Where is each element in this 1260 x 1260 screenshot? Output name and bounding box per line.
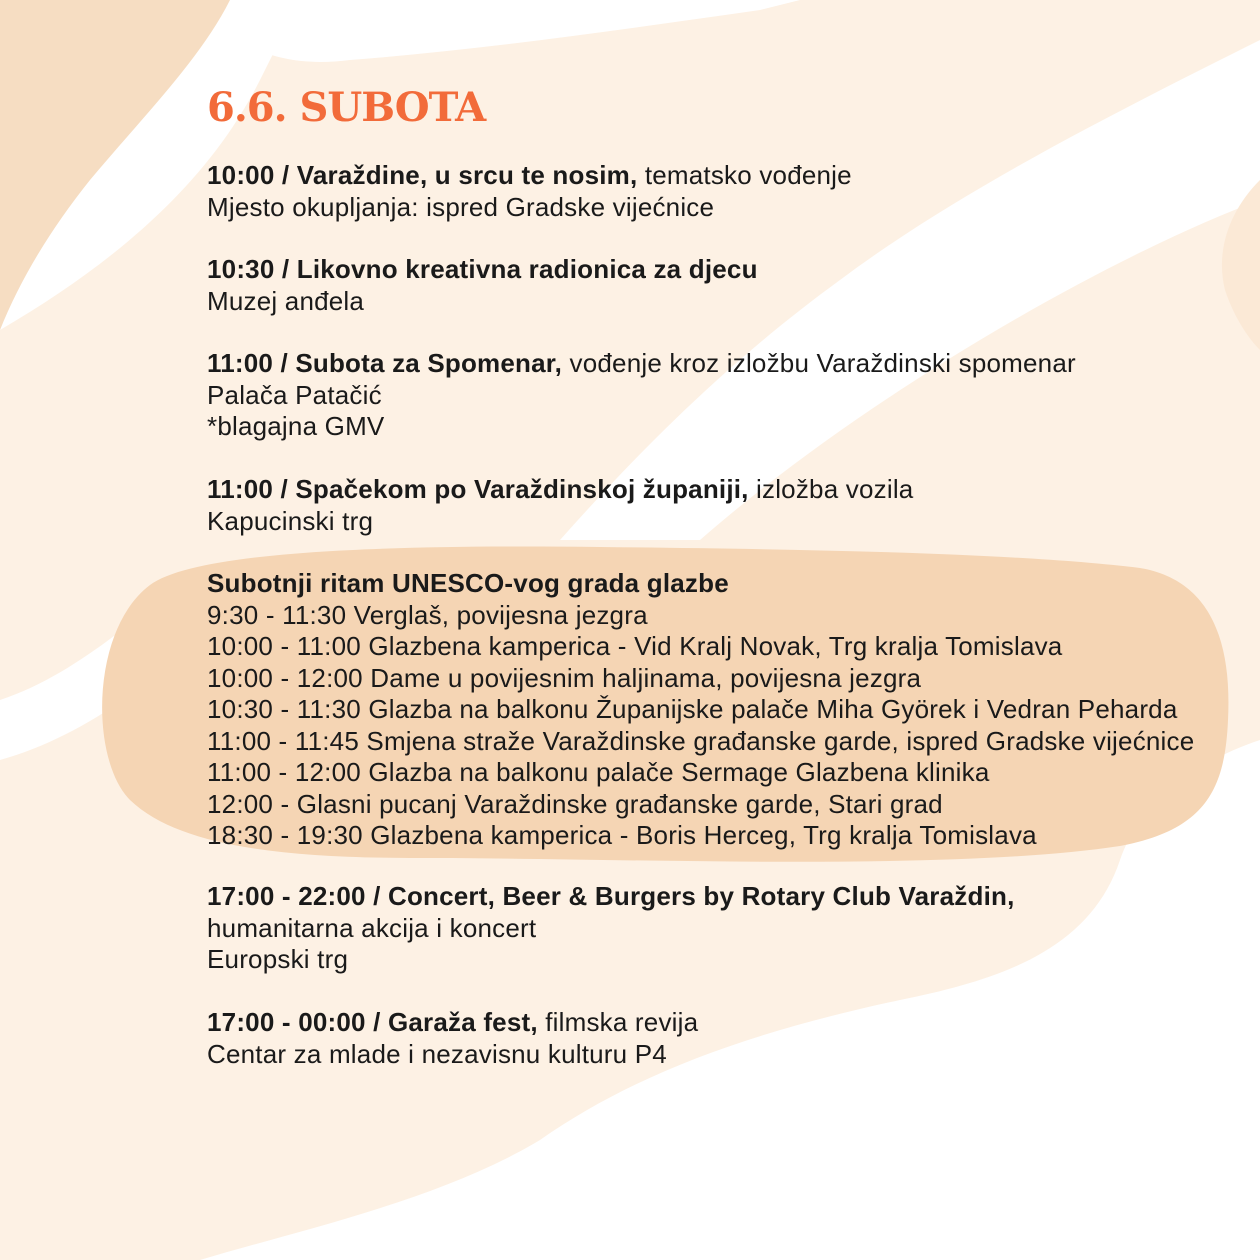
event-type: filmska revija [545, 1007, 699, 1037]
event-type: tematsko vođenje [644, 160, 852, 190]
event-time-title: 17:00 - 00:00 / Garaža fest, [207, 1007, 538, 1037]
event-time-title: 10:00 / Varaždine, u srcu te nosim, [207, 160, 638, 190]
highlight-item: 18:30 - 19:30 Glazbena kamperica - Boris Herceg, Trg kralja Tomislava [207, 820, 1037, 850]
event-location: Mjesto okupljanja: ispred Gradske vijećnice [207, 191, 715, 222]
event-time-title: 11:00 / Subota za Spomenar, [207, 348, 563, 378]
event-type: vođenje kroz izložbu Varaždinski spomenar [569, 348, 1076, 378]
event-time-title: 10:30 / Likovno kreativna radionica za djecu [207, 254, 758, 284]
event-location: Kapucinski trg [207, 505, 374, 536]
event-5 [207, 881, 1015, 976]
highlight-item: 9:30 - 11:30 Verglaš, povijesna jezgra [207, 599, 648, 630]
highlight-item: 10:00 - 12:00 Dame u povijesnim haljinama, povijesna jezgra [207, 662, 922, 693]
highlight-item: 10:00 - 11:00 Glazbena kamperica - Vid Kralj Novak, Trg kralja Tomislava [207, 631, 1063, 661]
event-time-title: 17:00 - 22:00 / Concert, Beer & Burgers by Rotary Club Varaždin, [207, 881, 1015, 911]
event-2 [207, 254, 758, 317]
event-1 [207, 160, 852, 223]
highlight-item: 11:00 - 12:00 Glazba na balkonu palače Sermage Glazbena klinika [207, 757, 990, 787]
event-type: izložba vozila [756, 474, 914, 504]
event-location: Europski trg [207, 944, 349, 974]
highlight-section [207, 568, 1194, 852]
event-location: Muzej anđela [207, 285, 365, 316]
event-time-title: 11:00 / Spačekom po Varaždinskoj županiji, [207, 474, 749, 504]
event-3 [207, 348, 1076, 443]
event-4 [207, 474, 913, 537]
event-location: Centar za mlade i nezavisnu kulturu P4 [207, 1038, 667, 1069]
event-type: humanitarna akcija i koncert [207, 912, 537, 943]
highlight-heading: Subotnji ritam UNESCO-vog grada glazbe [207, 568, 729, 598]
page-title: 6.6. SUBOTA [207, 84, 486, 131]
highlight-item: 11:00 - 11:45 Smjena straže Varaždinske građanske garde, ispred Gradske vijećnice [207, 725, 1195, 756]
event-location: Palača Patačić [207, 379, 382, 410]
event-6 [207, 1007, 698, 1070]
highlight-item: 10:30 - 11:30 Glazba na balkonu Županijske palače Miha Györek i Vedran Peharda [207, 694, 1178, 724]
event-note: *blagajna GMV [207, 411, 385, 441]
highlight-item: 12:00 - Glasni pucanj Varaždinske građanske garde, Stari grad [207, 788, 943, 819]
